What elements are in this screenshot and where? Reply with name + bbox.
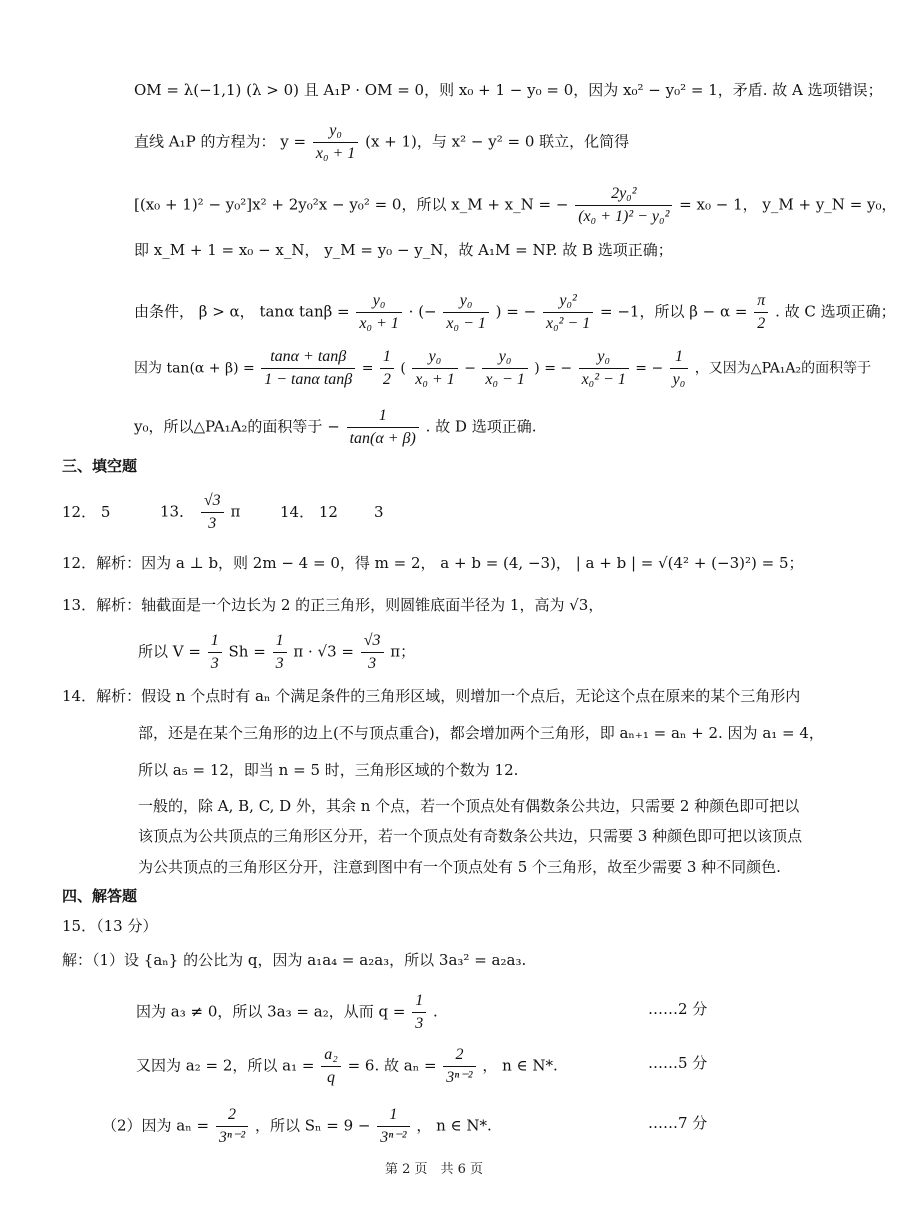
fraction-numerator: 2 bbox=[216, 1104, 248, 1127]
operator-text: ) = − bbox=[534, 360, 573, 377]
fraction-sum-term bbox=[377, 1104, 409, 1149]
fraction-numerator: y₀ bbox=[313, 120, 358, 143]
operator-text: Sh = bbox=[228, 642, 266, 661]
fraction-numerator: y₀ bbox=[356, 290, 401, 313]
fraction-numerator: y₀ bbox=[412, 346, 457, 369]
option-d-suffix: . 故 D 选项正确. bbox=[425, 417, 537, 436]
fraction bbox=[412, 346, 457, 391]
text-line-option-c bbox=[134, 290, 896, 335]
question-15-ratio bbox=[136, 990, 438, 1035]
operator-text: = 6. 故 aₙ = bbox=[347, 1056, 437, 1075]
fraction-numerator: 1 bbox=[377, 1104, 409, 1127]
score-5: ……5 分 bbox=[648, 1054, 708, 1072]
solution-13: 13．解析：轴截面是一个边长为 2 的正三角形，则圆锥底面半径为 1，高为 √3， bbox=[62, 596, 604, 614]
solution-14-line-3: 所以 a₅ = 12，即当 n = 5 时，三角形区域的个数为 12. bbox=[138, 761, 519, 779]
operator-text: = − bbox=[635, 360, 664, 377]
fraction-numerator: tanα + tanβ bbox=[261, 346, 355, 369]
fraction-denominator: 3 bbox=[368, 655, 377, 672]
fraction-denominator: x₀ − 1 bbox=[446, 315, 486, 332]
fraction-denominator: tan(α + β) bbox=[349, 430, 416, 447]
ratio-suffix: . bbox=[432, 1002, 438, 1021]
operator-text: ( bbox=[400, 360, 406, 377]
fraction-numerator: y₀ bbox=[443, 290, 488, 313]
solution-12: 12．解析：因为 a ⊥ b，则 2m − 4 = 0，得 m = 2， a + b = (4, −3)， | a + b | = √(4² + (−3)²) = 5； bbox=[62, 554, 804, 572]
fraction-numerator: 1 bbox=[412, 990, 426, 1013]
fraction bbox=[261, 346, 355, 391]
question-15-header: 15．（13 分） bbox=[62, 917, 158, 935]
fraction-numerator: √3 bbox=[201, 490, 224, 513]
fraction-denominator: 3ⁿ⁻² bbox=[218, 1129, 246, 1146]
fraction-sqrt3-over-3 bbox=[201, 490, 224, 535]
fraction-general-term bbox=[216, 1104, 248, 1149]
solution-14-line-4: 一般的，除 A, B, C, D 外，其余 n 个点，若一个顶点处有偶数条公共边，只需要 2 种颜色即可把以 bbox=[138, 797, 800, 815]
fraction-denominator: 2 bbox=[382, 371, 391, 388]
fraction-y0-over-x0plus1 bbox=[313, 120, 358, 165]
question-15-part2 bbox=[102, 1104, 492, 1149]
general-term-suffix: ， n ∈ N*. bbox=[482, 1056, 558, 1075]
fraction-denominator: y₀ bbox=[672, 371, 686, 388]
fraction-one-third bbox=[208, 630, 222, 675]
fraction-denominator: (x₀ + 1)² − y₀² bbox=[578, 208, 670, 225]
solution-14-line-6: 为公共顶点的三角形区分开，注意到图中有一个顶点处有 5 个三角形，故至少需要 3 种不同颜色. bbox=[138, 858, 781, 876]
fraction-denominator: x₀ + 1 bbox=[315, 145, 356, 162]
operator-text: ，所以 Sₙ = 9 − bbox=[254, 1116, 371, 1135]
fraction-numerator: 1 bbox=[208, 630, 222, 653]
operator-text: · (− bbox=[408, 302, 437, 321]
part2-prefix: （2）因为 aₙ = bbox=[102, 1116, 210, 1135]
option-d-prefix: y₀，所以△PA₁A₂的面积等于 − bbox=[134, 417, 340, 436]
part2-suffix: ， n ∈ N*. bbox=[416, 1116, 492, 1135]
fraction-one-third bbox=[412, 990, 426, 1035]
fraction-sqrt3-over-3 bbox=[361, 630, 384, 675]
fraction-denominator: 2 bbox=[757, 315, 766, 332]
solution-13-volume bbox=[138, 630, 415, 675]
fraction-numerator: 1 bbox=[273, 630, 287, 653]
option-c-prefix: 由条件， β > α， tanα tanβ = bbox=[134, 302, 350, 321]
fraction-numerator: 1 bbox=[670, 346, 689, 369]
score-2: ……2 分 bbox=[648, 1000, 708, 1018]
fraction-numerator: π bbox=[754, 290, 768, 313]
fraction bbox=[380, 346, 394, 391]
operator-text: ) = − bbox=[495, 302, 537, 321]
fraction-numerator: 1 bbox=[380, 346, 394, 369]
option-a-text: OM = λ(−1,1) (λ > 0) 且 A₁P · OM = 0，则 x₀ + 1 − y₀ = 0，因为 x₀² − y₀² = 1，矛盾. 故 A 选项错误； bbox=[134, 81, 883, 99]
quadratic-prefix: [(x₀ + 1)² − y₀²]x² + 2y₀²x − y₀² = 0，所以 x_M + x_N = − bbox=[134, 195, 569, 214]
text-line-option-d bbox=[134, 405, 536, 450]
section-heading-answer: 四、解答题 bbox=[62, 887, 138, 905]
fraction-denominator: x₀ + 1 bbox=[359, 315, 399, 332]
fraction bbox=[543, 290, 593, 335]
fraction-denominator: x₀² − 1 bbox=[581, 371, 626, 388]
fraction-denominator: 3 bbox=[210, 655, 219, 672]
line-a1p-suffix: (x + 1)，与 x² − y² = 0 联立，化简得 bbox=[365, 132, 630, 151]
fraction-denominator: 1 − tanα tanβ bbox=[264, 371, 353, 388]
answer-12: 12． 5 bbox=[62, 503, 111, 521]
fraction bbox=[482, 346, 527, 391]
operator-text: = −1，所以 β − α = bbox=[600, 302, 748, 321]
fraction-denominator: 3 bbox=[208, 515, 217, 532]
tan-sum-suffix: ，又因为△PA₁A₂的面积等于 bbox=[694, 360, 872, 377]
answer-13-pi: π bbox=[230, 502, 241, 521]
fraction-denominator: x₀² − 1 bbox=[545, 315, 591, 332]
text-line-quadratic bbox=[134, 183, 897, 228]
section-heading-fill-blank: 三、填空题 bbox=[62, 457, 138, 475]
fraction-numerator: 1 bbox=[347, 405, 419, 428]
solution-14-line-1: 14．解析：假设 n 个点时有 aₙ 个满足条件的三角形区域，则增加一个点后，无论这个点在原来的某个三角形内 bbox=[62, 687, 801, 705]
answer-14: 14． 12 bbox=[280, 503, 338, 521]
solution-14-line-2: 部，还是在某个三角形的边上(不与顶点重合)，都会增加两个三角形，即 aₙ₊₁ = aₙ + 2. 因为 a₁ = 4， bbox=[138, 724, 824, 742]
fraction-denominator: 3ⁿ⁻² bbox=[380, 1129, 407, 1146]
page-footer: 第 2 页 共 6 页 bbox=[384, 1162, 484, 1177]
fraction-numerator: a₂ bbox=[321, 1044, 341, 1067]
text-line-option-a bbox=[134, 80, 883, 100]
ratio-prefix: 因为 a₃ ≠ 0，所以 3a₃ = a₂，从而 q = bbox=[136, 1002, 406, 1021]
answer-13-label: 13． bbox=[160, 502, 195, 521]
fraction-denominator: x₀ + 1 bbox=[415, 371, 455, 388]
operator-text: π · √3 = bbox=[293, 642, 354, 661]
fraction bbox=[579, 346, 629, 391]
question-15-part1: 解：（1）设 {aₙ} 的公比为 q，因为 a₁a₄ = a₂a₃，所以 3a₃² = a₂a₃. bbox=[62, 951, 527, 969]
option-b-text: 即 x_M + 1 = x₀ − x_N， y_M = y₀ − y_N，故 A₁M = NP. 故 B 选项正确； bbox=[134, 241, 673, 259]
volume-suffix: π； bbox=[390, 642, 416, 661]
fraction-sum-xm-xn bbox=[575, 183, 672, 228]
answer-14-second: 3 bbox=[374, 503, 384, 521]
fraction bbox=[356, 290, 401, 335]
quadratic-suffix: = x₀ − 1， y_M + y_N = y₀， bbox=[679, 195, 897, 214]
fraction-numerator: y₀ bbox=[579, 346, 629, 369]
fraction-denominator: 3ⁿ⁻² bbox=[446, 1069, 473, 1086]
line-a1p-prefix: 直线 A₁P 的方程为： y = bbox=[134, 132, 307, 151]
option-c-suffix: . 故 C 选项正确； bbox=[775, 302, 896, 321]
fraction-denominator: 3 bbox=[275, 655, 284, 672]
fraction bbox=[443, 290, 488, 335]
operator-text: − bbox=[464, 360, 476, 377]
fraction bbox=[670, 346, 689, 391]
fraction bbox=[347, 405, 419, 450]
operator-text: = bbox=[361, 360, 374, 377]
fraction-numerator: y₀ bbox=[482, 346, 527, 369]
tan-sum-prefix: 因为 tan(α + β) = bbox=[134, 360, 255, 377]
answer-13 bbox=[160, 490, 240, 535]
fraction-a2-over-q bbox=[321, 1044, 341, 1089]
volume-prefix: 所以 V = bbox=[138, 642, 201, 661]
question-15-general-term bbox=[136, 1044, 558, 1089]
solution-14-line-5: 该顶点为公共顶点的三角形区分开，若一个顶点处有奇数条公共边，只需要 3 种颜色即可把以该顶点 bbox=[138, 827, 803, 845]
fraction-pi-over-2 bbox=[754, 290, 768, 335]
general-term-prefix: 又因为 a₂ = 2，所以 a₁ = bbox=[136, 1056, 315, 1075]
text-line-a1p-equation bbox=[134, 120, 629, 165]
text-line-option-b bbox=[134, 240, 673, 260]
fraction-denominator: 3 bbox=[415, 1015, 424, 1032]
fraction-numerator: y₀² bbox=[543, 290, 593, 313]
text-line-tan-sum bbox=[134, 346, 871, 391]
fraction-general-term bbox=[443, 1044, 475, 1089]
fraction-denominator: q bbox=[327, 1069, 335, 1086]
score-7: ……7 分 bbox=[648, 1114, 708, 1132]
fraction-numerator: 2y₀² bbox=[575, 183, 672, 206]
fraction-denominator: x₀ − 1 bbox=[485, 371, 525, 388]
fraction-numerator: √3 bbox=[361, 630, 384, 653]
fraction-one-third bbox=[273, 630, 287, 675]
fraction-numerator: 2 bbox=[443, 1044, 475, 1067]
